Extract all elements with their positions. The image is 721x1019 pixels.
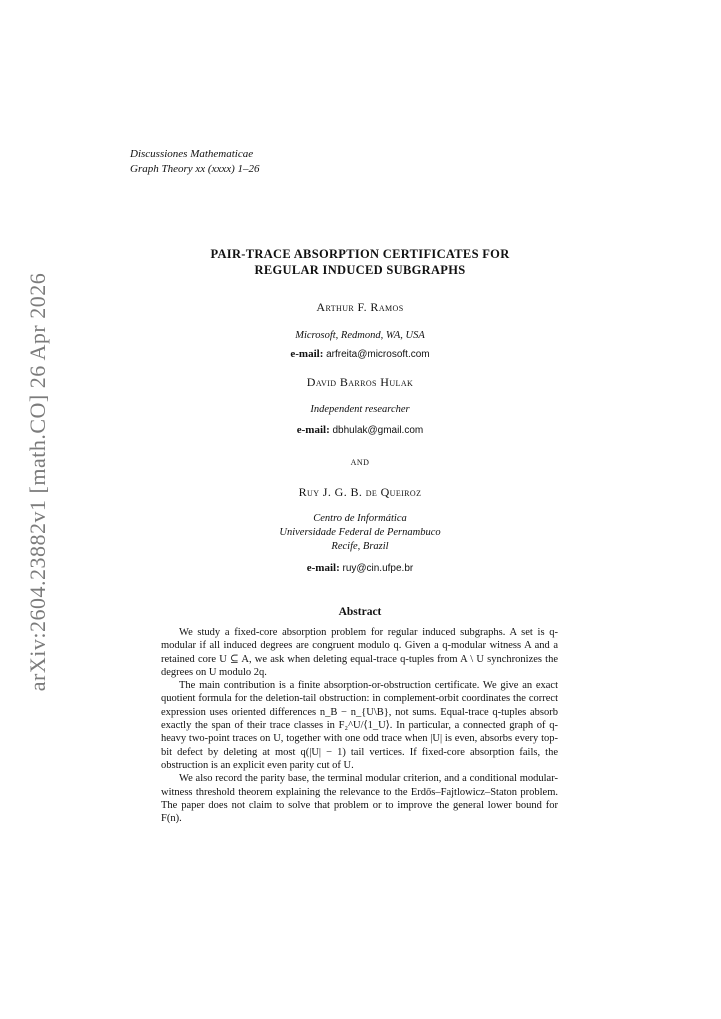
- affiliation-line: Independent researcher: [310, 404, 410, 415]
- journal-header: [130, 147, 260, 177]
- author-name: Ruy J. G. B. de Queiroz: [298, 485, 422, 499]
- journal-volume: Graph Theory xx (xxxx) 1–26: [130, 163, 260, 175]
- author-affiliation-2: [130, 403, 590, 417]
- and-word: and: [350, 456, 370, 468]
- author-block-1: [130, 300, 590, 314]
- author-name: Arthur F. Ramos: [316, 300, 404, 314]
- affiliation-line: Recife, Brazil: [331, 541, 389, 552]
- affiliation-line: Centro de Informática: [313, 513, 407, 524]
- paper-title: [130, 246, 590, 278]
- author-affiliation-3: [130, 512, 590, 554]
- affiliation-line: Universidade Federal de Pernambuco: [279, 527, 441, 538]
- author-email-3: [130, 561, 590, 576]
- abstract-body: [161, 626, 558, 825]
- abstract-heading: Abstract: [338, 606, 382, 618]
- arxiv-id-text: arXiv:2604.23882v1 [math.CO] 26 Apr 2026: [25, 272, 50, 692]
- abstract-paragraph-2: The main contribution is a finite absorption-or-obstruction certificate. We give an exact quotient formula for the deletion-tail obstruction: in complement-orbit coordinates the correct expression uses oriented differences n_B − n_{U\B}, not sums. Equal-trace q-tuples absorb exactly the span of their trace classes in F₂^U/⟨1_U⟩. In particular, a connected graph of q-heavy two-point traces on U, together with one odd trace when |U| is even, absorbs every top-bit defect by deleting at most q(|U| − 1) tail vertices. If fixed-core absorption fails, the obstruction is an explicit even parity cut of U.: [161, 680, 558, 771]
- email-label: e-mail:: [290, 348, 324, 360]
- and-separator: [130, 455, 590, 469]
- title-line-1: PAIR-TRACE ABSORPTION CERTIFICATES FOR: [210, 247, 510, 261]
- author-affiliation-1: [130, 329, 590, 343]
- email-address: arfreita@microsoft.com: [326, 349, 430, 360]
- author-block-2: [130, 375, 590, 389]
- author-block-3: [130, 485, 590, 499]
- journal-name: Discussiones Mathematicae: [130, 148, 254, 160]
- title-line-2: REGULAR INDUCED SUBGRAPHS: [254, 263, 466, 277]
- affiliation-line: Microsoft, Redmond, WA, USA: [295, 330, 425, 341]
- author-email-2: [130, 423, 590, 438]
- author-email-1: [130, 347, 590, 362]
- arxiv-side-identifier: [18, 272, 58, 692]
- email-label: e-mail:: [306, 562, 340, 574]
- email-label: e-mail:: [296, 424, 330, 436]
- email-address: ruy@cin.ufpe.br: [342, 563, 414, 574]
- email-address: dbhulak@gmail.com: [332, 425, 424, 436]
- abstract-paragraph-1: We study a fixed-core absorption problem for regular induced subgraphs. A set is q-modular if all induced degrees are congruent modulo q. Given a q-modular witness A and a retained core U ⊆ A, we ask when deleting equal-trace q-tuples from A \ U synchronizes the degrees on U modulo 2q.: [161, 627, 558, 678]
- abstract-paragraph-3: We also record the parity base, the terminal modular criterion, and a conditional modular-witness threshold theorem explaining the relevance to the Erdős–Fajtlowicz–Staton problem. The paper does not claim to solve that problem or to improve the general lower bound for F(n).: [161, 773, 558, 825]
- author-name: David Barros Hulak: [306, 375, 414, 389]
